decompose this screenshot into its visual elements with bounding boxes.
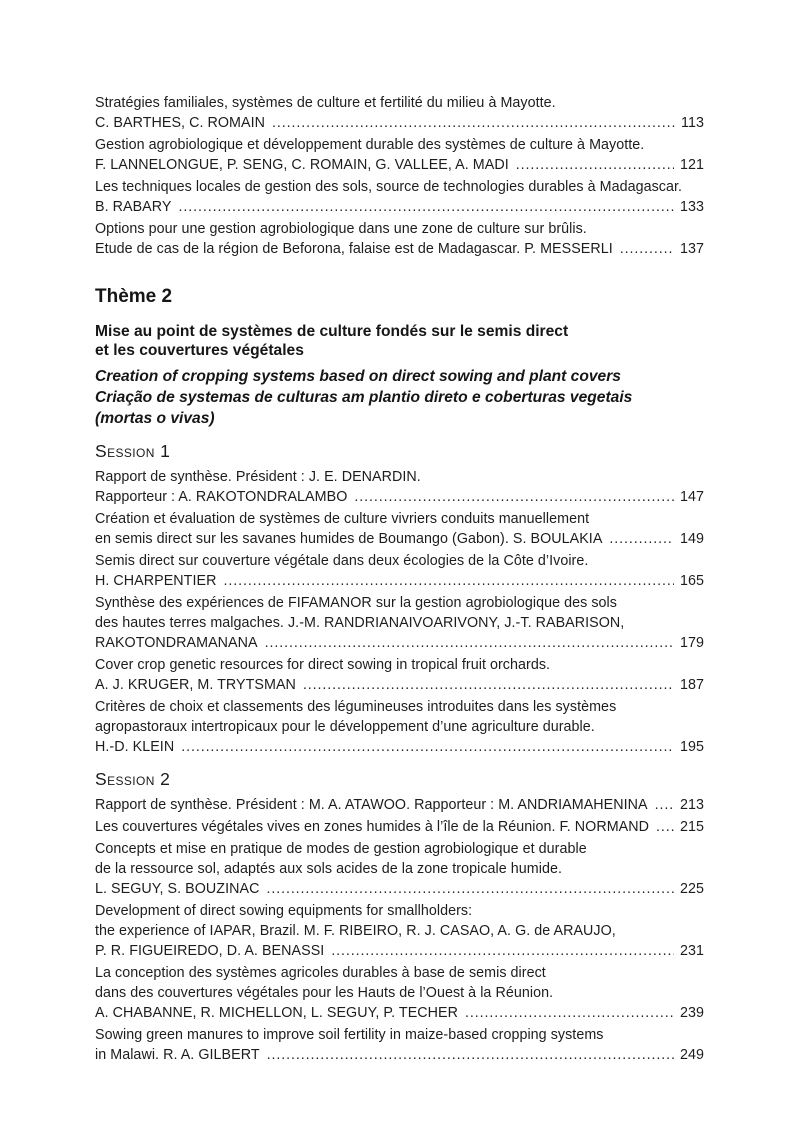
theme-title-english (95, 366, 704, 387)
page-number: 213 (679, 797, 704, 813)
entry-text: en semis direct sur les savanes humides de Boumango (Gabon). S. BOULAKIA (95, 531, 603, 547)
dot-leader (620, 239, 674, 259)
theme-label: Thème 2 (95, 286, 173, 307)
toc-entry-line (95, 529, 704, 549)
toc-entry-line: Options pour une gestion agrobiologique dans une zone de culture sur brûlis. (95, 221, 587, 237)
toc-entry (95, 551, 704, 591)
page-number: 187 (679, 677, 704, 693)
toc-entry-line: agropastoraux intertropicaux pour le développement d’une agriculture durable. (95, 719, 595, 735)
toc-entry (95, 655, 704, 695)
toc-entry-line (95, 197, 704, 217)
dot-leader (655, 795, 674, 815)
page-number: 195 (679, 739, 704, 755)
entry-text: P. R. FIGUEIREDO, D. A. BENASSI (95, 943, 325, 959)
entry-text: RAKOTONDRAMANANA (95, 635, 258, 651)
session-label: Session 2 (95, 769, 171, 789)
toc-entry (95, 795, 704, 815)
theme-heading (95, 286, 704, 429)
dot-leader (354, 487, 674, 507)
toc-entry-line: Development of direct sowing equipments for smallholders: (95, 903, 473, 919)
dot-leader (266, 879, 674, 899)
toc-entry-line: Cover crop genetic resources for direct sowing in tropical fruit orchards. (95, 657, 551, 673)
theme-title-line: et les couvertures végétales (95, 341, 304, 359)
toc-entry-line (95, 675, 704, 695)
page-number: 231 (679, 943, 704, 959)
toc-entry-line: La conception des systèmes agricoles durables à base de semis direct (95, 965, 546, 981)
entry-text: Etude de cas de la région de Beforona, falaise est de Madagascar. P. MESSERLI (95, 241, 613, 257)
page-number: 165 (679, 573, 704, 589)
toc-entry-line: the experience of IAPAR, Brazil. M. F. RIBEIRO, R. J. CASAO, A. G. de ARAUJO, (95, 923, 616, 939)
entry-text: A. CHABANNE, R. MICHELLON, L. SEGUY, P. TECHER (95, 1005, 459, 1021)
entry-text: Les couvertures végétales vives en zones humides à l’île de la Réunion. F. NORMAND (95, 819, 649, 835)
page-number: 149 (679, 531, 704, 547)
toc-entry-line (95, 817, 704, 837)
dot-leader (267, 1045, 674, 1065)
dot-leader (181, 737, 674, 757)
toc-entry-line: dans des couvertures végétales pour les Hauts de l’Ouest à la Réunion. (95, 985, 554, 1001)
toc-content (95, 93, 704, 1067)
toc-entry-line (95, 155, 704, 175)
toc-entry-line (95, 1045, 704, 1065)
session-1 (95, 441, 704, 757)
entry-text: Rapport de synthèse. Président : M. A. ATAWOO. Rapporteur : M. ANDRIAMAHENINA (95, 797, 648, 813)
dot-leader (331, 941, 674, 961)
dot-leader (272, 113, 675, 133)
entry-text: L. SEGUY, S. BOUZINAC (95, 881, 260, 897)
entry-text: B. RABARY (95, 199, 172, 215)
toc-entry-line (95, 487, 704, 507)
toc-entry-line: Création et évaluation de systèmes de culture vivriers conduits manuellement (95, 511, 590, 527)
page-number: 137 (679, 241, 704, 257)
page-number: 239 (679, 1005, 704, 1021)
toc-entry-line (95, 737, 704, 757)
toc-entry (95, 901, 704, 961)
toc-entry-line: Critères de choix et classements des légumineuses introduites dans les systèmes (95, 699, 617, 715)
toc-entry (95, 697, 704, 757)
toc-entry (95, 509, 704, 549)
session-entries (95, 467, 704, 757)
theme-title-line: Creation of cropping systems based on direct sowing and plant covers (95, 368, 621, 385)
entry-text: A. J. KRUGER, M. TRYTSMAN (95, 677, 296, 693)
dot-leader (303, 675, 674, 695)
page-number: 225 (679, 881, 704, 897)
page-number: 179 (679, 635, 704, 651)
toc-entry-line (95, 571, 704, 591)
dot-leader (516, 155, 674, 175)
session-entries (95, 795, 704, 1065)
theme-title-line: (mortas o vivas) (95, 410, 215, 427)
toc-entry (95, 963, 704, 1023)
page-number: 133 (679, 199, 704, 215)
theme-title-portuguese (95, 387, 704, 429)
toc-entry (95, 839, 704, 899)
toc-entry-line (95, 941, 704, 961)
session-2 (95, 769, 704, 1065)
toc-entry-line: Stratégies familiales, systèmes de culture et fertilité du milieu à Mayotte. (95, 95, 556, 111)
entry-text: Rapporteur : A. RAKOTONDRALAMBO (95, 489, 348, 505)
toc-entry (95, 467, 704, 507)
entry-text: C. BARTHES, C. ROMAIN (95, 115, 265, 131)
dot-leader (265, 633, 674, 653)
toc-entry-line: Synthèse des expériences de FIFAMANOR sur la gestion agrobiologique des sols (95, 595, 617, 611)
toc-entry-line: Concepts et mise en pratique de modes de gestion agrobiologique et durable (95, 841, 587, 857)
dot-leader (223, 571, 674, 591)
session-label: Session 1 (95, 441, 171, 461)
dot-leader (609, 529, 674, 549)
toc-entry-line (95, 795, 704, 815)
theme-title-line: Mise au point de systèmes de culture fondés sur le semis direct (95, 323, 569, 340)
toc-entry-line: Les techniques locales de gestion des sols, source de technologies durables à Madagascar. (95, 179, 683, 195)
toc-entry-line (95, 633, 704, 653)
theme-title-line: Criação de systemas de culturas am plantio direto e coberturas vegetais (95, 389, 633, 406)
dot-leader (178, 197, 674, 217)
toc-entry (95, 817, 704, 837)
entry-text: in Malawi. R. A. GILBERT (95, 1047, 260, 1063)
page-number: 147 (679, 489, 704, 505)
toc-entry-line: Gestion agrobiologique et développement durable des systèmes de culture à Mayotte. (95, 137, 645, 153)
toc-entry (95, 219, 704, 259)
toc-entry-line: Rapport de synthèse. Président : J. E. DENARDIN. (95, 469, 421, 485)
toc-entry-line: Sowing green manures to improve soil fertility in maize-based cropping systems (95, 1027, 604, 1043)
toc-entry-line (95, 239, 704, 259)
page-number: 113 (681, 115, 704, 131)
pre-theme-entries (95, 93, 704, 259)
page-number: 121 (679, 157, 704, 173)
entry-text: H.-D. KLEIN (95, 739, 175, 755)
sessions (95, 441, 704, 1065)
toc-entry-line (95, 879, 704, 899)
dot-leader (656, 817, 674, 837)
toc-entry (95, 93, 704, 133)
toc-entry (95, 1025, 704, 1065)
theme-title-french (95, 323, 704, 360)
entry-text: F. LANNELONGUE, P. SENG, C. ROMAIN, G. VALLEE, A. MADI (95, 157, 509, 173)
dot-leader (465, 1003, 674, 1023)
entry-text: H. CHARPENTIER (95, 573, 217, 589)
toc-entry-line (95, 1003, 704, 1023)
toc-entry (95, 177, 704, 217)
toc-entry-line (95, 113, 704, 133)
toc-entry (95, 593, 704, 653)
page-number: 215 (679, 819, 704, 835)
toc-entry (95, 135, 704, 175)
page-number: 249 (679, 1047, 704, 1063)
toc-entry-line: des hautes terres malgaches. J.-M. RANDRIANAIVOARIVONY, J.-T. RABARISON, (95, 615, 625, 631)
toc-entry-line: de la ressource sol, adaptés aux sols acides de la zone tropicale humide. (95, 861, 562, 877)
toc-entry-line: Semis direct sur couverture végétale dans deux écologies de la Côte d’Ivoire. (95, 553, 589, 569)
